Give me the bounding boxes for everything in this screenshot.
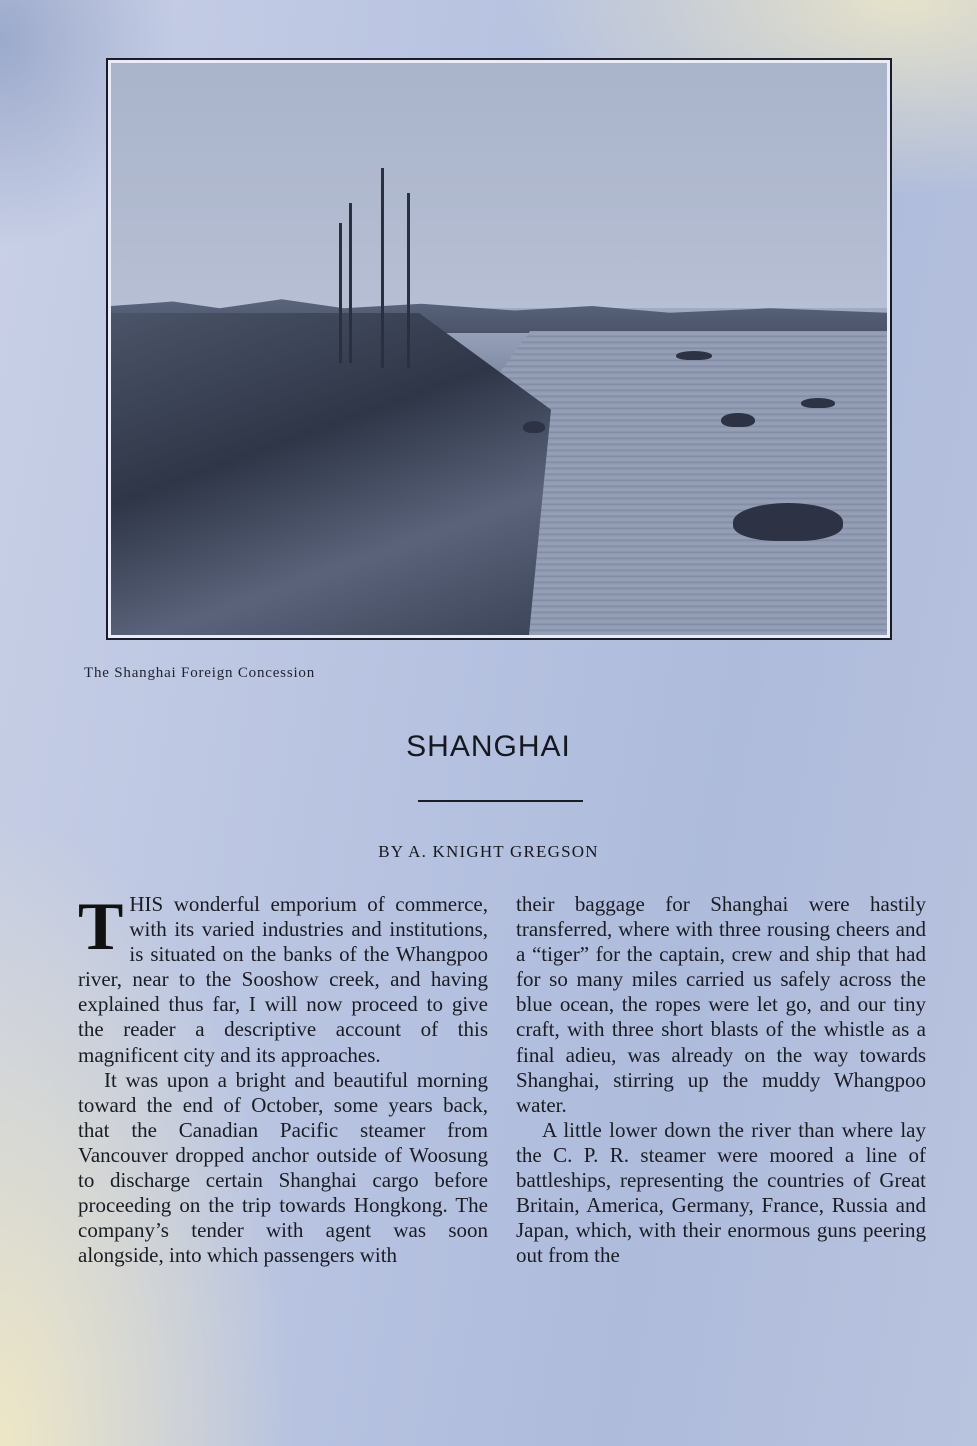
photo-boat — [523, 421, 545, 433]
title-divider — [418, 800, 583, 802]
harbour-photograph — [106, 58, 892, 640]
photo-sky — [111, 63, 887, 308]
photo-mast — [349, 203, 352, 363]
paragraph-1 — [78, 888, 488, 1068]
article-byline: BY A. KNIGHT GREGSON — [378, 842, 599, 861]
article-title: SHANGHAI — [406, 730, 571, 763]
photo-boat — [721, 413, 755, 427]
left-column — [78, 888, 488, 1268]
drop-cap: T — [78, 888, 124, 964]
photo-boat — [733, 503, 843, 541]
paragraph-1-text: HIS wonderful emporium of commerce, with its varied industries and institutions, is situated on the banks of the Whangpoo river, near to the Sooshow creek, and having explained thus far, I will now proceed to give the reader a descriptive account of this magnificent city and its approaches. — [78, 892, 488, 1067]
figure-caption: The Shanghai Foreign Concession — [84, 665, 316, 681]
paragraph-2-continued: their baggage for Shanghai were hastily transferred, where with three rousing cheers and a “tiger” for the captain, crew and ship that had for so many miles carried us safely across the blue ocean, the ropes were let go, and our tiny craft, with three short blasts of the whistle as a final adieu, was already on the way towards Shanghai, stirring up the muddy Whangpoo water. — [516, 892, 926, 1117]
right-column — [516, 892, 926, 1268]
photo-image — [111, 63, 887, 635]
photo-mast — [381, 168, 384, 368]
paragraph-2: It was upon a bright and beautiful morning toward the end of October, some years back, that the Canadian Pacific steamer from Vancouver dropped anchor outside of Woosung to discharge certain Shanghai cargo before proceeding on the trip towards Hongkong. The company’s tender with agent was soon alongside, into which passengers with — [78, 1067, 488, 1268]
paragraph-3: A little lower down the river than where lay the C. P. R. steamer were moored a line of battleships, representing the countries of Great Britain, America, Germany, France, Russia and Japan, which, with their enormous guns peering out from the — [516, 1117, 926, 1268]
photo-dock-boats — [111, 313, 551, 635]
photo-mast — [339, 223, 342, 363]
photo-boat — [801, 398, 835, 408]
photo-boat — [676, 351, 712, 360]
photo-mast — [407, 193, 410, 368]
